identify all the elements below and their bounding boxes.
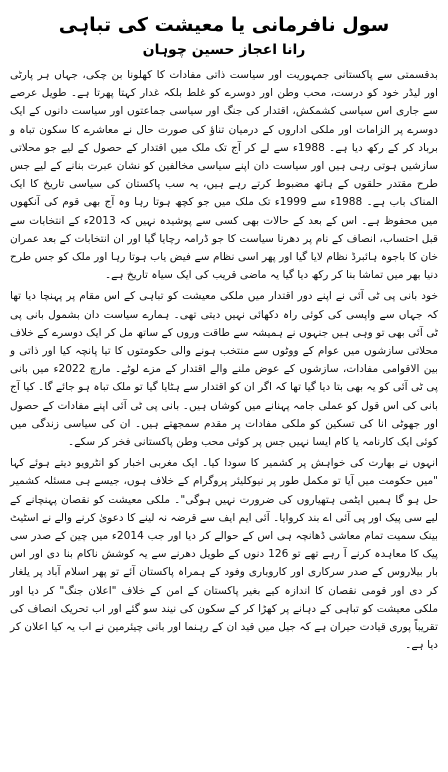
article-body: [10, 66, 438, 655]
article-paragraph-3: انہوں نے بھارت کی خواہش پر کشمیر کا سودا کیا۔ ایک مغربی اخبار کو انٹرویو دیتے ہوئے کہا "میں حکومت میں آیا تو مکمل طور پر نیوکلیئر پروگرام کے خلاف ہوں، جیسے ہی مسئلہ کشمیر حل ہو گا ہمیں ایٹمی ہتھیاروں کی ضرورت نہیں ہوگی"۔ ملکی معیشت کو نقصان پہنچانے کے لیے سی پیک اور پی آئی اے بند کروایا۔ آئی ایم ایف سے قرضہ نہ لینے کا دعویٰ کرنے والے نے اسٹیٹ بینک سمیت تمام معاشی ڈھانچہ ہی اس کے حوالے کر دیا اور جب 2014ء میں چین کے صدر سی پیک کا معاہدہ کرنے آ رہے تھے تو 126 دنوں کے طویل دھرنے سے یہ کوشش ناکام بنا دی اور اس بار بیلاروس کے صدر سرکاری اور کاروباری وفود کے ہمراہ پاکستان آئے تو پھر اسلام آباد پر یلغار کر دی اور قومی نقصان کا اندازہ کیے بغیر پاکستان کے امن کے خلاف "اعلان جنگ" کر دیا اور ملکی معیشت کو تباہی کے دہانے پر کھڑا کر کے سکون کی نیند سو گئے اور اب تحریک انصاف کی تقریباً پوری قیادت حیران ہے کہ جیل میں قید ان کے رہنما اور بانی چیئرمین نے اب یہ کیا اعلان کر دیا ہے۔: [10, 457, 438, 652]
article-paragraph-2: خود بانی پی ٹی آئی نے اپنے دور اقتدار میں ملکی معیشت کو تباہی کے اس مقام پر پہنچا دیا تھا کہ جہاں سے واپسی کی کوئی راہ دکھائی نہیں دیتی تھی۔ ہمارے سیاست دان بشمول بانی پی ٹی آئی بھی تو وہی ہیں جنہوں نے ہمیشہ سے طاقت وروں کے ساتھ مل کر ایک دوسرے کے خلاف محلاتی سازشوں میں عوام کے ووٹوں سے منتخب ہونے والی حکومتوں کا تیا پانچہ کیا اور ذاتی و بین الاقوامی مفادات، سازشوں کے عوض ملنے والے اقتدار کے مزے لوٹے۔ مارچ 2022ء میں بانی پی ٹی آئی کو یہ بھی بتا دیا گیا تھا کہ اگر ان کو اقتدار سے ہٹایا گیا تو ملک تباہ ہو جائے گا۔ کیا آج بانی کی اس قول کو عملی جامہ پہنانے میں کوشاں ہیں۔ بانی پی ٹی آئی اپنے مفادات کے حصول اور جھوٹی انا کی تسکین کو ملکی مفادات پر مقدم سمجھتے ہیں۔ ان کی سیاسی زندگی میں کوئی ایک کارنامہ یا کام ایسا نہیں جس پر کوئی محب وطن پاکستانی فخر کر سکے۔: [10, 290, 438, 449]
article-byline: رانا اعجاز حسین چوہان: [142, 42, 306, 58]
article-headline: سول نافرمانی یا معیشت کی تباہی: [58, 14, 390, 36]
article-paragraph-1: بدقسمتی سے پاکستانی جمہوریت اور سیاست ذاتی مفادات کا کھلونا بن چکی، جہاں ہر پارٹی اور لیڈر خود کو درست، محب وطن اور دوسرے کو غلط بلکہ غدار کہتا پھرتا ہے۔ طویل عرصے سے جاری اس سیاسی کشمکش، اقتدار کی جنگ اور سیاسی جماعتوں اور سیاست دانوں کے ایک دوسرے پر الزامات اور ملکی اداروں کے درمیان تناؤ کی صورت حال نے معاشرے کا سکون تباہ و برباد کر کے رکھ دیا ہے۔ 1988ء سے لے کر آج تک ملک میں اقتدار کے حصول کے لیے جو محلاتی سازشیں ہوتی رہی ہیں اور سیاست دان اپنے سیاسی مخالفین کو نشان عبرت بنانے کے لیے جس طرح مقتدر حلقوں کے ہاتھ مضبوط کرتے رہے ہیں، یہ سب پاکستان کی سیاسی تاریخ کا ایک المناک باب ہے۔ 1988ء سے 1999ء تک ملک میں جو کچھ ہوتا رہا وہ آج بھی قوم کی آنکھوں میں محفوظ ہے۔ اس کے بعد کے حالات بھی کسی سے پوشیدہ نہیں کہ 2013ء کے انتخابات سے قبل احتساب، انصاف کے نام پر دھرنا سیاست کا جو ڈرامہ رچایا گیا اور ان انتخابات کے بعد عمران خان کا باجوہ ہائبرڈ نظام لایا گیا اور پھر اسی نظام سے فیض یاب ہوتا رہا اور ملک کو جس طرح دنیا بھر میں تماشا بنا کر رکھ دیا گیا یہ ماضی قریب کی ایک سیاہ تاریخ ہے۔: [10, 69, 438, 282]
